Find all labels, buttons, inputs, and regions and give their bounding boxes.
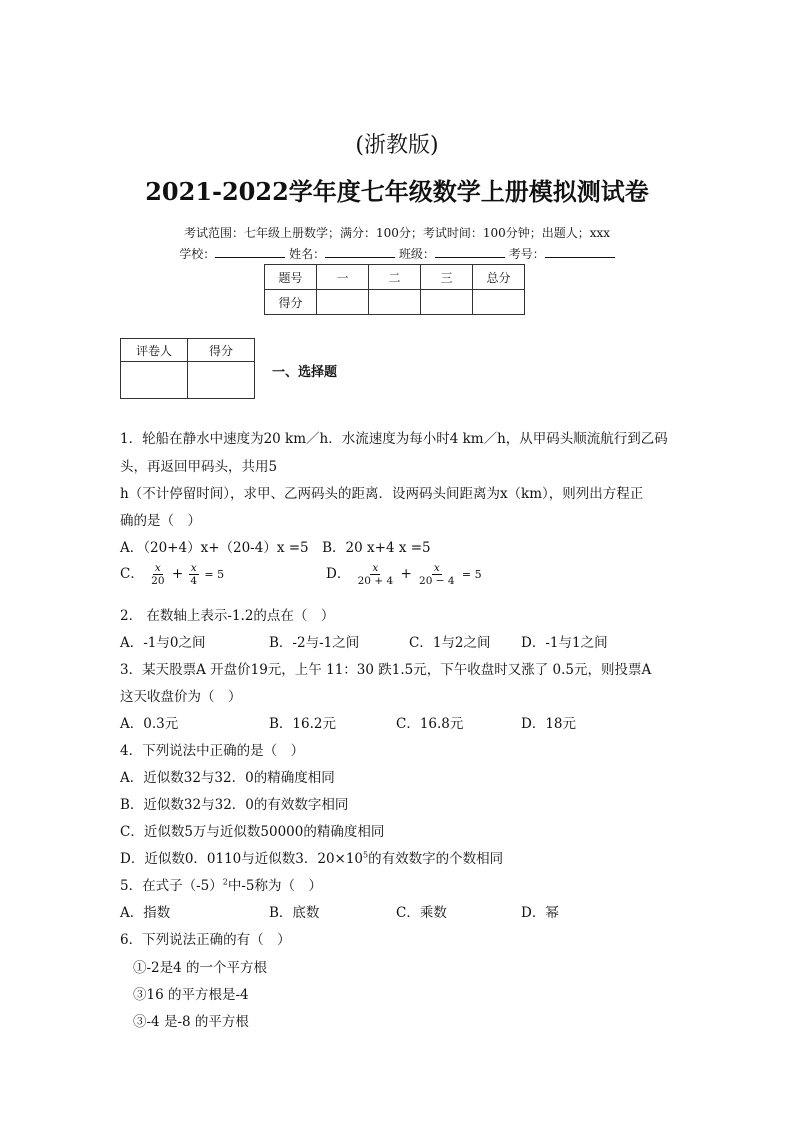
name-field[interactable] <box>325 245 395 258</box>
grader-input-cell[interactable] <box>188 362 255 399</box>
grader-header-cell: 评卷人 <box>121 339 188 362</box>
grader-header-cell: 得分 <box>188 339 255 362</box>
school-label: 学校： <box>179 247 216 261</box>
question-3-option-d: D．18元 <box>521 716 577 732</box>
score-table-header-row <box>265 265 525 290</box>
student-info-line <box>0 245 794 262</box>
score-row-label: 得分 <box>265 290 317 315</box>
equals-term: = 5 <box>461 568 482 582</box>
grader-table <box>120 338 255 399</box>
fraction <box>356 562 396 587</box>
question-4-option-a: A．近似数32与32．0的精确度相同 <box>120 770 335 786</box>
score-header-cell: 一 <box>317 265 369 290</box>
question-2-option-d: D．-1与1之间 <box>521 635 608 651</box>
fraction <box>149 562 166 587</box>
question-2-stem: 2． 在数轴上表示-1.2的点在（ ） <box>120 608 335 624</box>
question-6-item: ③16 的平方根是-4 <box>133 987 249 1003</box>
question-4-stem: 4．下列说法中正确的是（ ） <box>120 743 305 759</box>
score-header-cell: 三 <box>421 265 473 290</box>
stem-text: 中-5称为（ ） <box>227 878 322 894</box>
class-field[interactable] <box>435 245 505 258</box>
fraction-denominator: 20 − 4 <box>419 575 455 588</box>
question-1-line-4: 确的是（ ） <box>120 513 201 529</box>
question-2-option-b: B．-2与-1之间 <box>269 635 360 651</box>
question-4-option-c: C．近似数5万与近似数50000的精确度相同 <box>120 824 385 840</box>
fraction-numerator: x <box>433 562 440 574</box>
question-3-option-b: B．16.2元 <box>269 716 336 732</box>
question-2-option-a: A．-1与0之间 <box>120 635 206 651</box>
question-3-line-2: 这天收盘价为（ ） <box>120 689 242 705</box>
fraction-numerator: x <box>190 562 197 574</box>
score-header-cell: 二 <box>369 265 421 290</box>
number-label: 考号： <box>508 247 545 261</box>
fraction <box>417 562 457 587</box>
score-input-cell[interactable] <box>421 290 473 315</box>
number-field[interactable] <box>545 245 615 258</box>
question-5-option-a: A．指数 <box>120 905 171 921</box>
score-input-cell[interactable] <box>473 290 525 315</box>
option-text: 的有效数字的个数相同 <box>368 851 504 867</box>
question-3-line-1: 3．某天股票A 开盘价19元，上午 11：30 跌1.5元，下午收盘时又涨了 0.5元，则投票A <box>120 662 652 678</box>
question-6-item: ③-4 是-8 的平方根 <box>133 1014 249 1030</box>
fraction <box>188 562 199 587</box>
score-table-score-row <box>265 290 525 315</box>
exam-info: 考试范围：七年级上册数学；满分：100分；考试时间：100分钟；出题人；xxx <box>183 226 611 240</box>
question-3-option-c: C．16.8元 <box>396 716 464 732</box>
fraction-denominator: 20 <box>151 575 165 588</box>
score-input-cell[interactable] <box>369 290 421 315</box>
question-1-options-ab: A．（20+4）x+（20-4）x =5 B．20 x+4 x =5 <box>120 540 431 556</box>
question-5-stem <box>120 874 322 894</box>
fraction-numerator: x <box>372 562 379 574</box>
question-1-line-2: 头，再返回甲码头，共用5 <box>120 459 278 475</box>
exponent: 5 <box>363 850 369 860</box>
option-text: D．近似数0．0110与近似数3．20×10 <box>120 851 364 867</box>
name-label: 姓名： <box>289 247 326 261</box>
question-1-option-c <box>120 562 224 587</box>
grader-input-cell[interactable] <box>121 362 188 399</box>
question-1-line-3: h（不计停留时间），求甲、乙两码头的距离．设两码头间距离为x（km），则列出方程正 <box>120 486 644 502</box>
question-5-option-d: D．幂 <box>521 905 559 921</box>
question-5-option-c: C．乘数 <box>396 905 447 921</box>
school-field[interactable] <box>215 245 285 258</box>
question-1-option-d <box>326 562 482 587</box>
exponent: 2 <box>222 877 228 887</box>
fraction-numerator: x <box>154 562 161 574</box>
score-table <box>264 264 525 315</box>
plus-sign: + <box>171 566 184 583</box>
stem-text: 5．在式子（-5） <box>120 878 223 894</box>
score-header-cell: 题号 <box>265 265 317 290</box>
score-header-cell: 总分 <box>473 265 525 290</box>
question-1-line-1: 1．轮船在静水中速度为20 km／h．水流速度为每小时4 km／h，从甲码头顺流航行到乙码 <box>120 431 668 447</box>
question-4-option-d <box>120 847 503 867</box>
equals-term: = 5 <box>204 568 225 582</box>
question-3-option-a: A．0.3元 <box>120 716 179 732</box>
class-label: 班级： <box>398 247 435 261</box>
question-5-option-b: B．底数 <box>269 905 320 921</box>
score-input-cell[interactable] <box>317 290 369 315</box>
fraction-denominator: 20 + 4 <box>357 575 394 588</box>
option-label: C． <box>120 566 144 583</box>
question-6-item: ①-2是4 的一个平方根 <box>133 960 268 976</box>
page-title: 2021-2022学年度七年级数学上册模拟测试卷 <box>145 177 649 206</box>
question-6-stem: 6．下列说法正确的有（ ） <box>120 932 291 948</box>
fraction-denominator: 4 <box>190 575 198 588</box>
edition-label: (浙教版) <box>355 133 439 158</box>
question-4-option-b: B．近似数32与32．0的有效数字相同 <box>120 797 349 813</box>
plus-sign: + <box>400 566 412 583</box>
section-title: 一、选择题 <box>272 365 338 380</box>
question-2-option-c: C．1与2之间 <box>409 635 491 651</box>
option-label: D． <box>326 566 351 583</box>
